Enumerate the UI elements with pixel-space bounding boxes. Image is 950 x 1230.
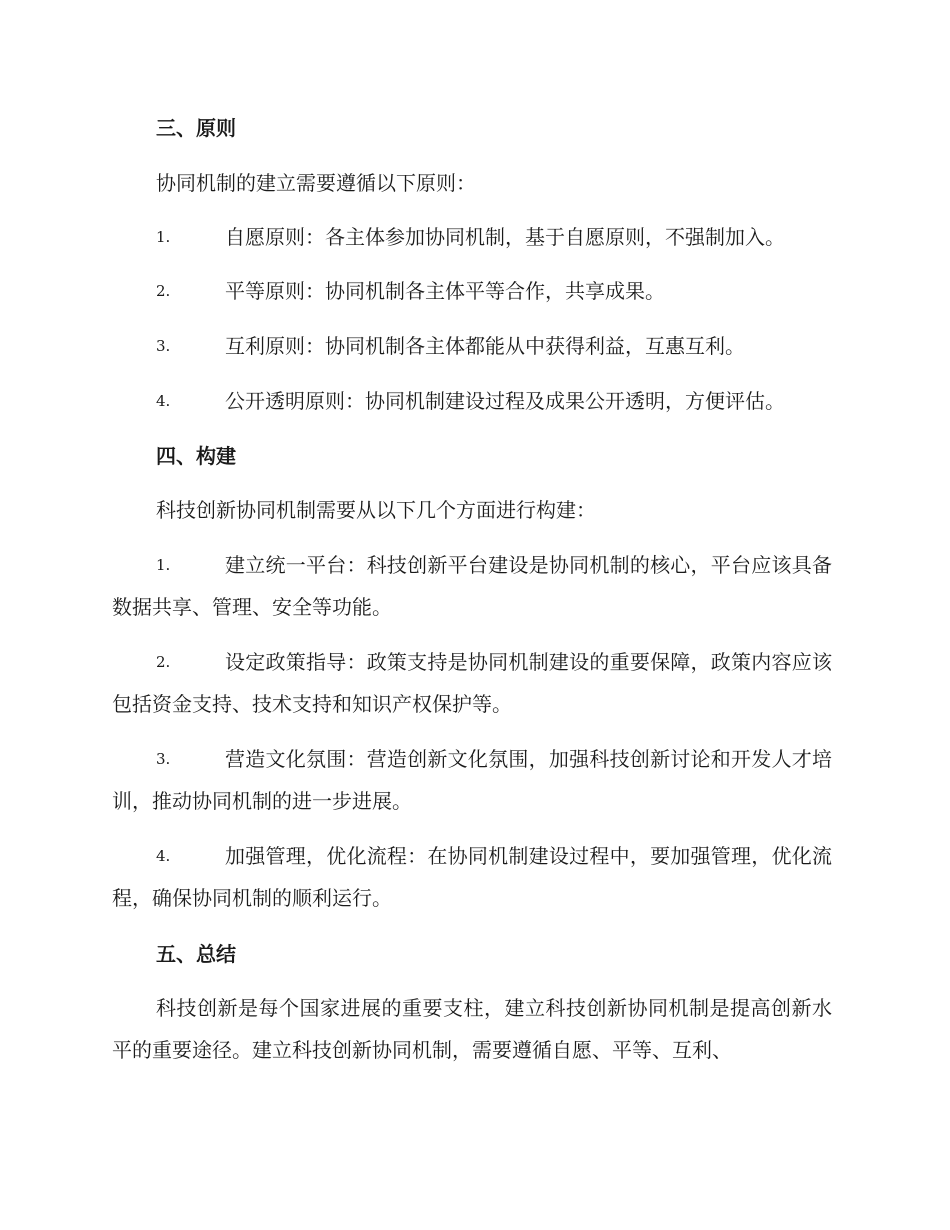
- list-item-text: 设定政策指导：政策支持是协同机制建设的重要保障，政策内容应该包括资金支持、技术支持和知识产权保护等。: [112, 650, 832, 716]
- section-intro-construction: 科技创新协同机制需要从以下几个方面进行构建：: [156, 498, 596, 522]
- list-item-text: 公开透明原则：协同机制建设过程及成果公开透明，方便评估。: [225, 389, 785, 413]
- list-item-number: 3.: [156, 750, 171, 768]
- list-item-text: 自愿原则：各主体参加协同机制，基于自愿原则，不强制加入。: [225, 225, 785, 249]
- list-item-number: 3.: [156, 337, 171, 355]
- section-heading-principles: 三、原则: [156, 116, 236, 140]
- list-item: [112, 738, 832, 822]
- section-heading-summary: 五、总结: [156, 942, 236, 966]
- list-item-text: 建立统一平台：科技创新平台建设是协同机制的核心，平台应该具备数据共享、管理、安全等功能。: [112, 553, 832, 619]
- list-item: [112, 270, 832, 312]
- list-item: [112, 544, 832, 628]
- list-item: [112, 641, 832, 725]
- list-item-number: 1.: [156, 228, 171, 246]
- section-body-summary: 科技创新是每个国家进展的重要支柱，建立科技创新协同机制是提高创新水平的重要途径。建立科技创新协同机制，需要遵循自愿、平等、互利、: [112, 996, 832, 1062]
- list-item-text: 平等原则：协同机制各主体平等合作，共享成果。: [225, 279, 665, 303]
- list-item-number: 4.: [156, 392, 171, 410]
- section-intro-principles: 协同机制的建立需要遵循以下原则：: [156, 171, 476, 195]
- section-heading-construction: 四、构建: [156, 444, 236, 468]
- list-item-number: 1.: [156, 556, 171, 574]
- list-item-number: 2.: [156, 282, 171, 300]
- list-item-number: 2.: [156, 653, 171, 671]
- list-item: [112, 380, 832, 422]
- list-item-text: 营造文化氛围：营造创新文化氛围，加强科技创新讨论和开发人才培训，推动协同机制的进一步进展。: [112, 747, 832, 813]
- list-item: [112, 835, 832, 919]
- list-item-number: 4.: [156, 847, 171, 865]
- list-item: [112, 325, 832, 367]
- list-item-text: 互利原则：协同机制各主体都能从中获得利益，互惠互利。: [225, 334, 745, 358]
- list-item-text: 加强管理，优化流程：在协同机制建设过程中，要加强管理，优化流程，确保协同机制的顺利运行。: [112, 844, 832, 910]
- list-item: [112, 216, 832, 258]
